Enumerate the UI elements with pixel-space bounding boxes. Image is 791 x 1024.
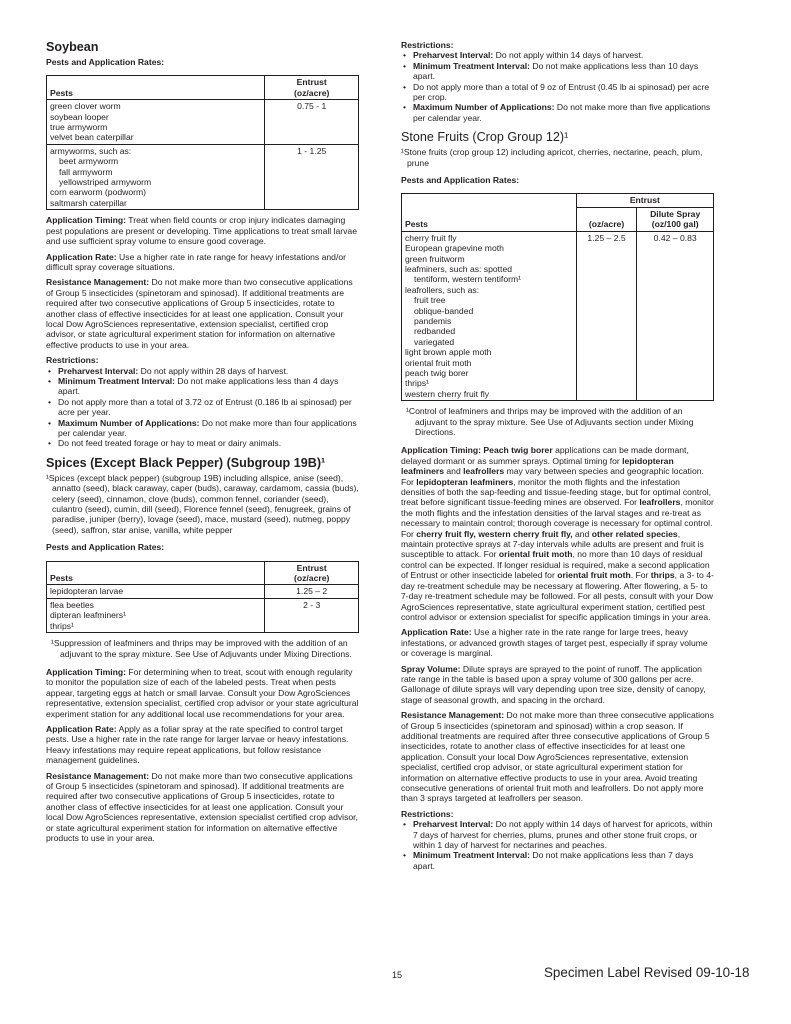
pest-name: beet armyworm xyxy=(59,156,119,167)
stone-fruits-paragraphs xyxy=(401,627,714,804)
restriction-item xyxy=(401,61,714,82)
table-row xyxy=(47,585,359,598)
pest-name: green clover worm xyxy=(50,101,121,112)
table-cell-pests xyxy=(47,100,265,145)
left-column xyxy=(46,40,359,848)
pest-name: dipteran leafminers¹ xyxy=(50,610,126,621)
spices-title: Spices (Except Black Pepper) (Subgroup 19B)¹ xyxy=(46,455,326,470)
paragraph xyxy=(46,771,359,844)
pest-name: corn earworm (podworm) xyxy=(50,187,146,198)
stone-fruits-footnote-intro: ¹Stone fruits (crop group 12) including apricot, cherries, nectarine, peach, plum, prune xyxy=(401,147,703,168)
restriction-text: Do not make more than five applications per calendar year. xyxy=(413,102,711,123)
spices-table-note: ¹Suppression of leafminers and thrips may be improved with the addition of an adjuvant to the spray mixture. See Use of Adjuvants under Mixing Directions. xyxy=(51,638,352,659)
paragraph xyxy=(46,277,359,350)
soybean-restrictions-list xyxy=(46,366,359,449)
paragraph-text: Do not make more than two consecutive applications of Group 5 insecticides (spinetoram and spinosad). If additional treatments are required after two consecutive applications of Group 5 insecticides, rotate to another class of effective insecticides for at least one application. Consult your local Dow AgroSciences representative, extension specialist certified crop advisor, or state agricultural experiment station for information on alternative effective products to use in your area. xyxy=(46,770,358,843)
soybean-rates-table xyxy=(46,75,359,210)
table-row xyxy=(47,100,359,145)
restriction-lead: Maximum Number of Applications: xyxy=(413,102,555,113)
table-cell-rate-acre: 1.25 – 2.5 xyxy=(576,231,637,401)
restriction-text: Do not make applications less than 7 days apart. xyxy=(413,850,694,871)
stone-fruits-application-timing xyxy=(401,445,714,622)
restriction-item xyxy=(46,376,359,397)
restriction-lead: Maximum Number of Applications: xyxy=(58,417,200,428)
paragraph-lead: Resistance Management: xyxy=(401,710,505,721)
timing-segment: , no more than 10 days of residual control can be expected. If longer residual is required, make a second application of Entrust or other insecticide labeled for xyxy=(401,549,710,581)
paragraph-text: Treat when field counts or crop injury indicates damaging pest populations are present or developing. Time applications to treat small larvae and use sufficient spray volume to ensure good coverage. xyxy=(46,215,357,247)
restriction-item xyxy=(46,418,359,439)
pest-name: fall armyworm xyxy=(59,166,113,177)
restriction-text: Do not apply within 28 days of harvest. xyxy=(138,365,289,376)
timing-segment: oriental fruit moth xyxy=(557,570,631,581)
restriction-item xyxy=(46,397,359,418)
paragraph-lead: Resistance Management: xyxy=(46,277,150,288)
pest-name: true armyworm xyxy=(50,122,108,133)
spices-paragraphs xyxy=(46,667,359,844)
restriction-item xyxy=(401,102,714,123)
rates-table xyxy=(46,561,359,633)
paragraph xyxy=(401,710,714,804)
timing-segment: lepidopteran leafminers xyxy=(416,476,514,487)
restriction-item xyxy=(401,819,714,850)
restriction-text: Do not make applications less than 10 days apart. xyxy=(413,60,699,82)
pest-name: leafminers, such as: spotted xyxy=(405,263,512,274)
restriction-lead: Minimum Treatment Interval: xyxy=(58,375,175,386)
pest-name: soybean looper xyxy=(50,111,109,122)
restriction-item xyxy=(46,366,359,376)
paragraph-lead: Application Rate: xyxy=(46,723,117,734)
spices-rates-table xyxy=(46,561,359,633)
table-cell-pests xyxy=(47,598,265,632)
paragraph-text: Apply as a foliar spray at the rate specified to control target pests. Use a higher rate in the rate range for larger larvae or heavy infestations. Heavy infestations may require repeat applications, but follow resistance management guidelines. xyxy=(46,723,349,766)
page-number: 15 xyxy=(392,970,403,980)
restriction-text: Do not apply within 14 days of harvest. xyxy=(493,50,644,61)
pest-name: western cherry fruit fly xyxy=(405,388,490,399)
table-header-rate: Entrust (oz/acre) xyxy=(265,561,359,585)
pest-name: leafrollers, such as: xyxy=(405,284,480,295)
table-cell-rate: 1 - 1.25 xyxy=(265,144,359,209)
paragraph-text: Do not make more than three consecutive applications of Group 5 insecticides (spinetoram and spinosad) within a crop season. If additional treatments are required after three consecutive applications of Group 5 insecticides, rotate to another class of effective insecticides for at least one application. Consult your local Dow AgroSciences representative, extension specialist, certified crop advisor, or state agricultural experiment station for information on alternative effective products to use in your area. Avoid treating consecutive generations of oriental fruit moth and leafrollers. Do not apply more than 3 sprays targeted at leafrollers per season. xyxy=(401,710,714,804)
revision-label: Specimen Label Revised 09-10-18 xyxy=(544,965,750,980)
restriction-item xyxy=(401,50,714,60)
paragraph-text: For determining when to treat, scout with enough regularity to monitor the population size of each of the labeled pests. Treat when pests appear, targeting eggs at hatch or small larvae. Consult your Dow AgroSciences representative, extension specialist, certified crop advisor or your state agricultural experiment station for any additional local use recommendations for your area. xyxy=(46,666,359,719)
table-header-row xyxy=(47,561,359,585)
timing-segment: other related species xyxy=(591,528,678,539)
paragraph xyxy=(46,724,359,766)
table-cell-rate: 2 - 3 xyxy=(265,598,359,632)
spices-restrictions-list xyxy=(401,50,714,123)
restriction-text: Do not apply more than a total of 9 oz of Entrust (0.45 lb ai spinosad) per acre per crop. xyxy=(413,81,710,103)
table-row xyxy=(47,598,359,632)
table-cell-pests xyxy=(47,585,265,598)
stone-fruits-restrictions-list xyxy=(401,819,714,871)
paragraph xyxy=(46,667,359,719)
restriction-item xyxy=(401,82,714,103)
timing-segment: Application Timing: Peach twig borer xyxy=(401,445,553,456)
timing-segment: and xyxy=(572,528,592,539)
restriction-lead: Preharvest Interval: xyxy=(413,50,494,61)
paragraph-lead: Resistance Management: xyxy=(46,770,150,781)
timing-segment: thrips xyxy=(650,570,675,581)
soybean-restrictions-title: Restrictions: xyxy=(46,355,99,366)
timing-segment: , monitor the moth flights and the infestation densities of both the sap-feeding and tissue-feeding stage, but for optimal control, treat before significant tissue-feeding mines are observed. For xyxy=(401,476,712,508)
soybean-title: Soybean xyxy=(46,40,99,54)
restriction-item xyxy=(401,850,714,871)
spices-footnote-intro: ¹Spices (except black pepper) (subgroup 19B) including allspice, anise (seed), annatto (seed), black caraway, caper (buds), caraway, cardamom, cassia (buds), celery (seed), cinnamon, clove (buds), common fennel, coriander (seed), culantro (seed), cumin, dill (seed), Florence fennel (seed), fenugreek, grains of paradise, juniper (berry), lovage (seed), mace, mustard (seed), nutmeg, poppy (seed), saffron, star anise, vanilla, white pepper xyxy=(46,472,359,535)
timing-segment: cherry fruit fly, western cherry fruit fly, xyxy=(416,528,573,539)
table-header-dilute-spray: Dilute Spray (oz/100 gal) xyxy=(637,207,714,231)
stone-fruits-restrictions-title: Restrictions: xyxy=(401,808,454,819)
pest-name: flea beetles xyxy=(50,599,94,610)
timing-segment: , a 3- to 4-day re-treatment schedule may be necessary at flowering. After flowering, a 5- to 7-day re-treatment schedule may be followed. For all pests, consult with your Dow AgroSciences representative, state agricultural experiment station, certified pest control advisor or extension specialist for specific application timings in your area. xyxy=(401,570,714,622)
table-cell-pests xyxy=(47,144,265,209)
pest-name: armyworms, such as: xyxy=(50,145,132,156)
paragraph-lead: Spray Volume: xyxy=(401,663,461,674)
pest-name: lepidopteran larvae xyxy=(50,586,124,597)
pest-name: variegated xyxy=(414,336,455,347)
paragraph xyxy=(46,215,359,246)
soybean-rates-heading: Pests and Application Rates: xyxy=(46,57,165,67)
pest-name: redbanded xyxy=(414,326,456,337)
restriction-lead: Minimum Treatment Interval: xyxy=(413,850,530,861)
paragraph xyxy=(401,664,714,706)
restriction-text: Do not apply more than a total of 3.72 oz of Entrust (0.186 lb ai spinosad) per acre per year. xyxy=(58,396,352,418)
paragraph-text: Use a higher rate in the rate range for large trees, heavy infestations, or advanced growth stages of target pest, especially if spray volume or coverage is marginal. xyxy=(401,627,708,659)
rates-table xyxy=(46,75,359,210)
timing-segment: and xyxy=(444,466,464,477)
table-header-row xyxy=(402,194,714,207)
soybean-paragraphs xyxy=(46,215,359,350)
pest-name: pandemis xyxy=(414,315,452,326)
stone-fruits-rates-heading: Pests and Application Rates: xyxy=(401,175,520,186)
pest-name: thrips¹ xyxy=(405,378,429,389)
restriction-lead: Preharvest Interval: xyxy=(58,365,139,376)
paragraph xyxy=(46,252,359,273)
restriction-lead: Minimum Treatment Interval: xyxy=(413,60,530,71)
pest-name: thrips¹ xyxy=(50,620,74,631)
table-header-pests: Pests xyxy=(47,76,265,100)
timing-segment: lepidopteran leafminers xyxy=(401,455,674,477)
pest-name: green fruitworm xyxy=(405,253,465,264)
table-row xyxy=(402,231,714,401)
spices-restrictions-title: Restrictions: xyxy=(401,40,454,50)
pest-name: peach twig borer xyxy=(405,367,469,378)
paragraph xyxy=(401,627,714,658)
timing-segment: , maintain protective sprays at 7-day intervals while adults are present and fruit is susceptible to attack. For xyxy=(401,528,704,560)
restriction-text: Do not apply within 14 days of harvest for apricots, within 7 days of harvest for cherries, plums, prunes and other stone fruit crops, or within 1 day of harvest for nectarines and peaches. xyxy=(413,819,713,851)
pest-name: light brown apple moth xyxy=(405,347,492,358)
pest-name: European grapevine moth xyxy=(405,243,504,254)
stone-fruits-title: Stone Fruits (Crop Group 12)¹ xyxy=(401,130,569,145)
spices-rates-heading: Pests and Application Rates: xyxy=(46,542,165,553)
restriction-text: Do not feed treated forage or hay to meat or dairy animals. xyxy=(58,438,282,449)
pest-name: tentiform, western tentiform¹ xyxy=(414,274,521,285)
restriction-text: Do not make applications less than 4 days apart. xyxy=(58,375,339,397)
table-row xyxy=(47,144,359,209)
restriction-text: Do not make more than four applications per calendar year. xyxy=(58,417,357,438)
paragraph-lead: Application Timing: xyxy=(46,215,127,226)
restriction-lead: Preharvest Interval: xyxy=(413,819,494,830)
timing-segment: , monitor the moth flights and the infestation densities of the larval stages and re-treat as necessary to maintain control; thorough coverage is necessary for optimal control. For xyxy=(401,497,714,539)
timing-segment: leafrollers xyxy=(463,466,505,477)
timing-segment: may vary between species and geographic location. For xyxy=(401,466,704,487)
table-header-rate: Entrust (oz/acre) xyxy=(265,76,359,100)
table-header-entrust: Entrust xyxy=(576,194,713,207)
pest-name: velvet bean caterpillar xyxy=(50,132,134,143)
table-header-row xyxy=(47,76,359,100)
table-header-oz-acre: (oz/acre) xyxy=(576,207,637,231)
pest-name: oriental fruit moth xyxy=(405,357,472,368)
pest-name: saltmarsh caterpillar xyxy=(50,197,127,208)
pest-name: fruit tree xyxy=(414,295,446,306)
right-column xyxy=(401,40,714,878)
paragraph-text: Do not make more than two consecutive applications of Group 5 insecticides (spinetoram and spinosad). If additional treatments are required after two consecutive applications of Group 5 insecticides, rotate to another class of effective insecticides for at least one application. Consult your local Dow AgroSciences representative, extension specialist, certified crop advisor, or state agricultural experiment station for information on alternative effective products to use in your area. xyxy=(46,277,353,350)
stone-fruits-rates-table xyxy=(401,193,714,401)
paragraph-text: Dilute sprays are sprayed to the point of runoff. The application rate range in the table is based upon a spray volume of 300 gallons per acre. Gallonage of dilute sprays will vary depending upon tree size, density of canopy, stage of seasonal growth, and spacing in the orchard. xyxy=(401,663,706,705)
paragraph-lead: Application Timing: xyxy=(46,666,127,677)
pest-name: oblique-banded xyxy=(414,305,474,316)
timing-segment: leafrollers xyxy=(639,497,681,508)
timing-segment: . For xyxy=(630,570,651,581)
table-header-pests: Pests xyxy=(47,561,265,585)
table-cell-rate-dilute: 0.42 – 0.83 xyxy=(637,231,714,401)
table-header-pests: Pests xyxy=(402,194,577,231)
table-cell-rate: 1.25 – 2 xyxy=(265,585,359,598)
restriction-item xyxy=(46,438,359,448)
stone-fruits-table-note: ¹Control of leafminers and thrips may be improved with the addition of an adjuvant to the spray mixture. See Use of Adjuvants section under Mixing Directions. xyxy=(406,406,694,437)
paragraph-lead: Application Rate: xyxy=(401,627,472,638)
paragraph-text: Use a higher rate in rate range for heavy infestations and/or difficult spray coverage situations. xyxy=(46,251,346,272)
timing-segment: applications can be made dormant, delayed dormant or as summer sprays. Optimal timing for xyxy=(401,445,689,466)
table-cell-pests xyxy=(402,231,577,401)
table-cell-rate: 0.75 - 1 xyxy=(265,100,359,145)
timing-segment: oriental fruit moth xyxy=(498,549,573,560)
paragraph-lead: Application Rate: xyxy=(46,251,117,262)
pest-name: yellowstriped armyworm xyxy=(59,177,152,188)
pest-name: cherry fruit fly xyxy=(405,232,457,243)
